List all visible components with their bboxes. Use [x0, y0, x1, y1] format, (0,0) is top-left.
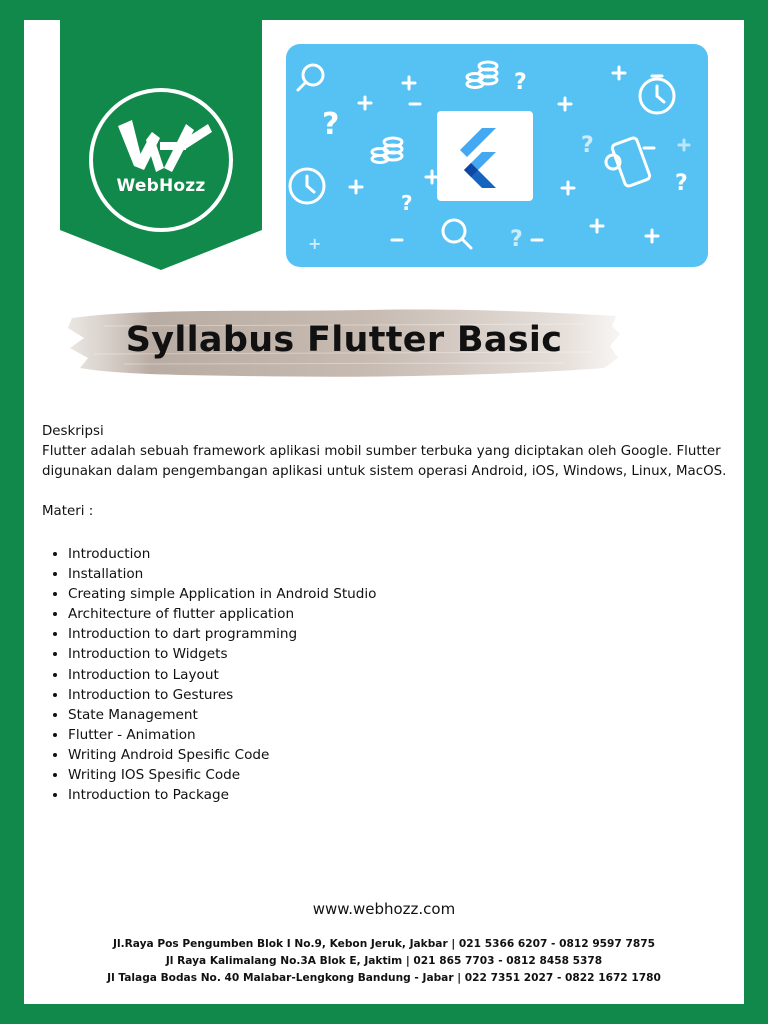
topic-item: • Creating simple Application in Android Studio [68, 584, 732, 604]
question-icon: ? [581, 133, 594, 158]
search-icon [298, 65, 323, 90]
topic-item: • Introduction to Package [68, 785, 732, 805]
topic-list [42, 544, 732, 805]
plus-icon [403, 77, 415, 89]
plus-icon [679, 140, 689, 150]
coins-icon [467, 62, 497, 88]
topic-item: • Introduction to Gestures [68, 685, 732, 705]
address-bandung: Jl Talaga Bodas No. 40 Malabar-Lengkong Bandung - Jabar | 022 7351 2027 - 0822 1672 1780 [107, 972, 661, 984]
topic-item: • Writing Android Spesific Code [68, 745, 732, 765]
plus-icon [559, 98, 571, 110]
description-heading: Deskripsi [42, 424, 104, 439]
address-jaktim: Jl Raya Kalimalang No.3A Blok E, Jaktim | 021 865 7703 - 0812 8458 5378 [165, 955, 603, 967]
plus-icon [359, 97, 371, 109]
address-jakbar: Jl.Raya Pos Pengumben Blok I No.9, Kebon Jeruk, Jakbar | 021 5366 6207 - 0812 9597 7875 [113, 938, 655, 950]
banner-illustration [286, 44, 708, 267]
page-title: Syllabus Flutter Basic [125, 320, 563, 360]
plus-icon [646, 230, 658, 242]
syllabus-content [42, 422, 732, 805]
topic-item: • Introduction to dart programming [68, 624, 732, 644]
materi-label: Materi : [42, 504, 94, 519]
phone-gear-icon [606, 137, 651, 187]
description-text: Flutter adalah sebuah framework aplikasi mobil sumber terbuka yang diciptakan oleh Google. Flutter digunakan dalam pengembangan aplikasi untuk sistem operasi Android, iOS, Windows, Linux, MacOS. [42, 444, 727, 479]
title-banner [64, 302, 624, 382]
website-link[interactable]: www.webhozz.com [312, 900, 456, 918]
timer-icon [640, 76, 674, 113]
topic-item: • Architecture of flutter application [68, 604, 732, 624]
plus-icon [613, 67, 625, 79]
topic-item: • Introduction to Widgets [68, 644, 732, 664]
question-icon: ? [401, 191, 413, 215]
flutter-logo-icon [437, 111, 533, 201]
plus-icon [426, 171, 438, 183]
topic-item: • State Management [68, 705, 732, 725]
ribbon-shape [60, 20, 262, 290]
syllabus-page [24, 20, 744, 1004]
question-icon: + [308, 234, 322, 253]
topic-item: • Introduction to Layout [68, 665, 732, 685]
question-icon: ? [675, 171, 688, 196]
question-icon: ? [322, 107, 340, 142]
plus-icon [591, 220, 603, 232]
timer-icon [290, 169, 324, 203]
search-icon [443, 220, 471, 248]
topic-item: • Introduction [68, 544, 732, 564]
topic-item: • Flutter - Animation [68, 725, 732, 745]
flutter-banner [286, 44, 708, 267]
question-icon: ? [510, 227, 523, 252]
topic-item: • Installation [68, 564, 732, 584]
webhozz-logo-ribbon [60, 20, 262, 290]
plus-icon [562, 182, 574, 194]
brand-name: WebHozz [116, 176, 206, 196]
topic-item: • Writing IOS Spesific Code [68, 765, 732, 785]
coins-icon [372, 138, 402, 163]
question-icon: ? [514, 70, 527, 95]
plus-icon [350, 181, 362, 193]
